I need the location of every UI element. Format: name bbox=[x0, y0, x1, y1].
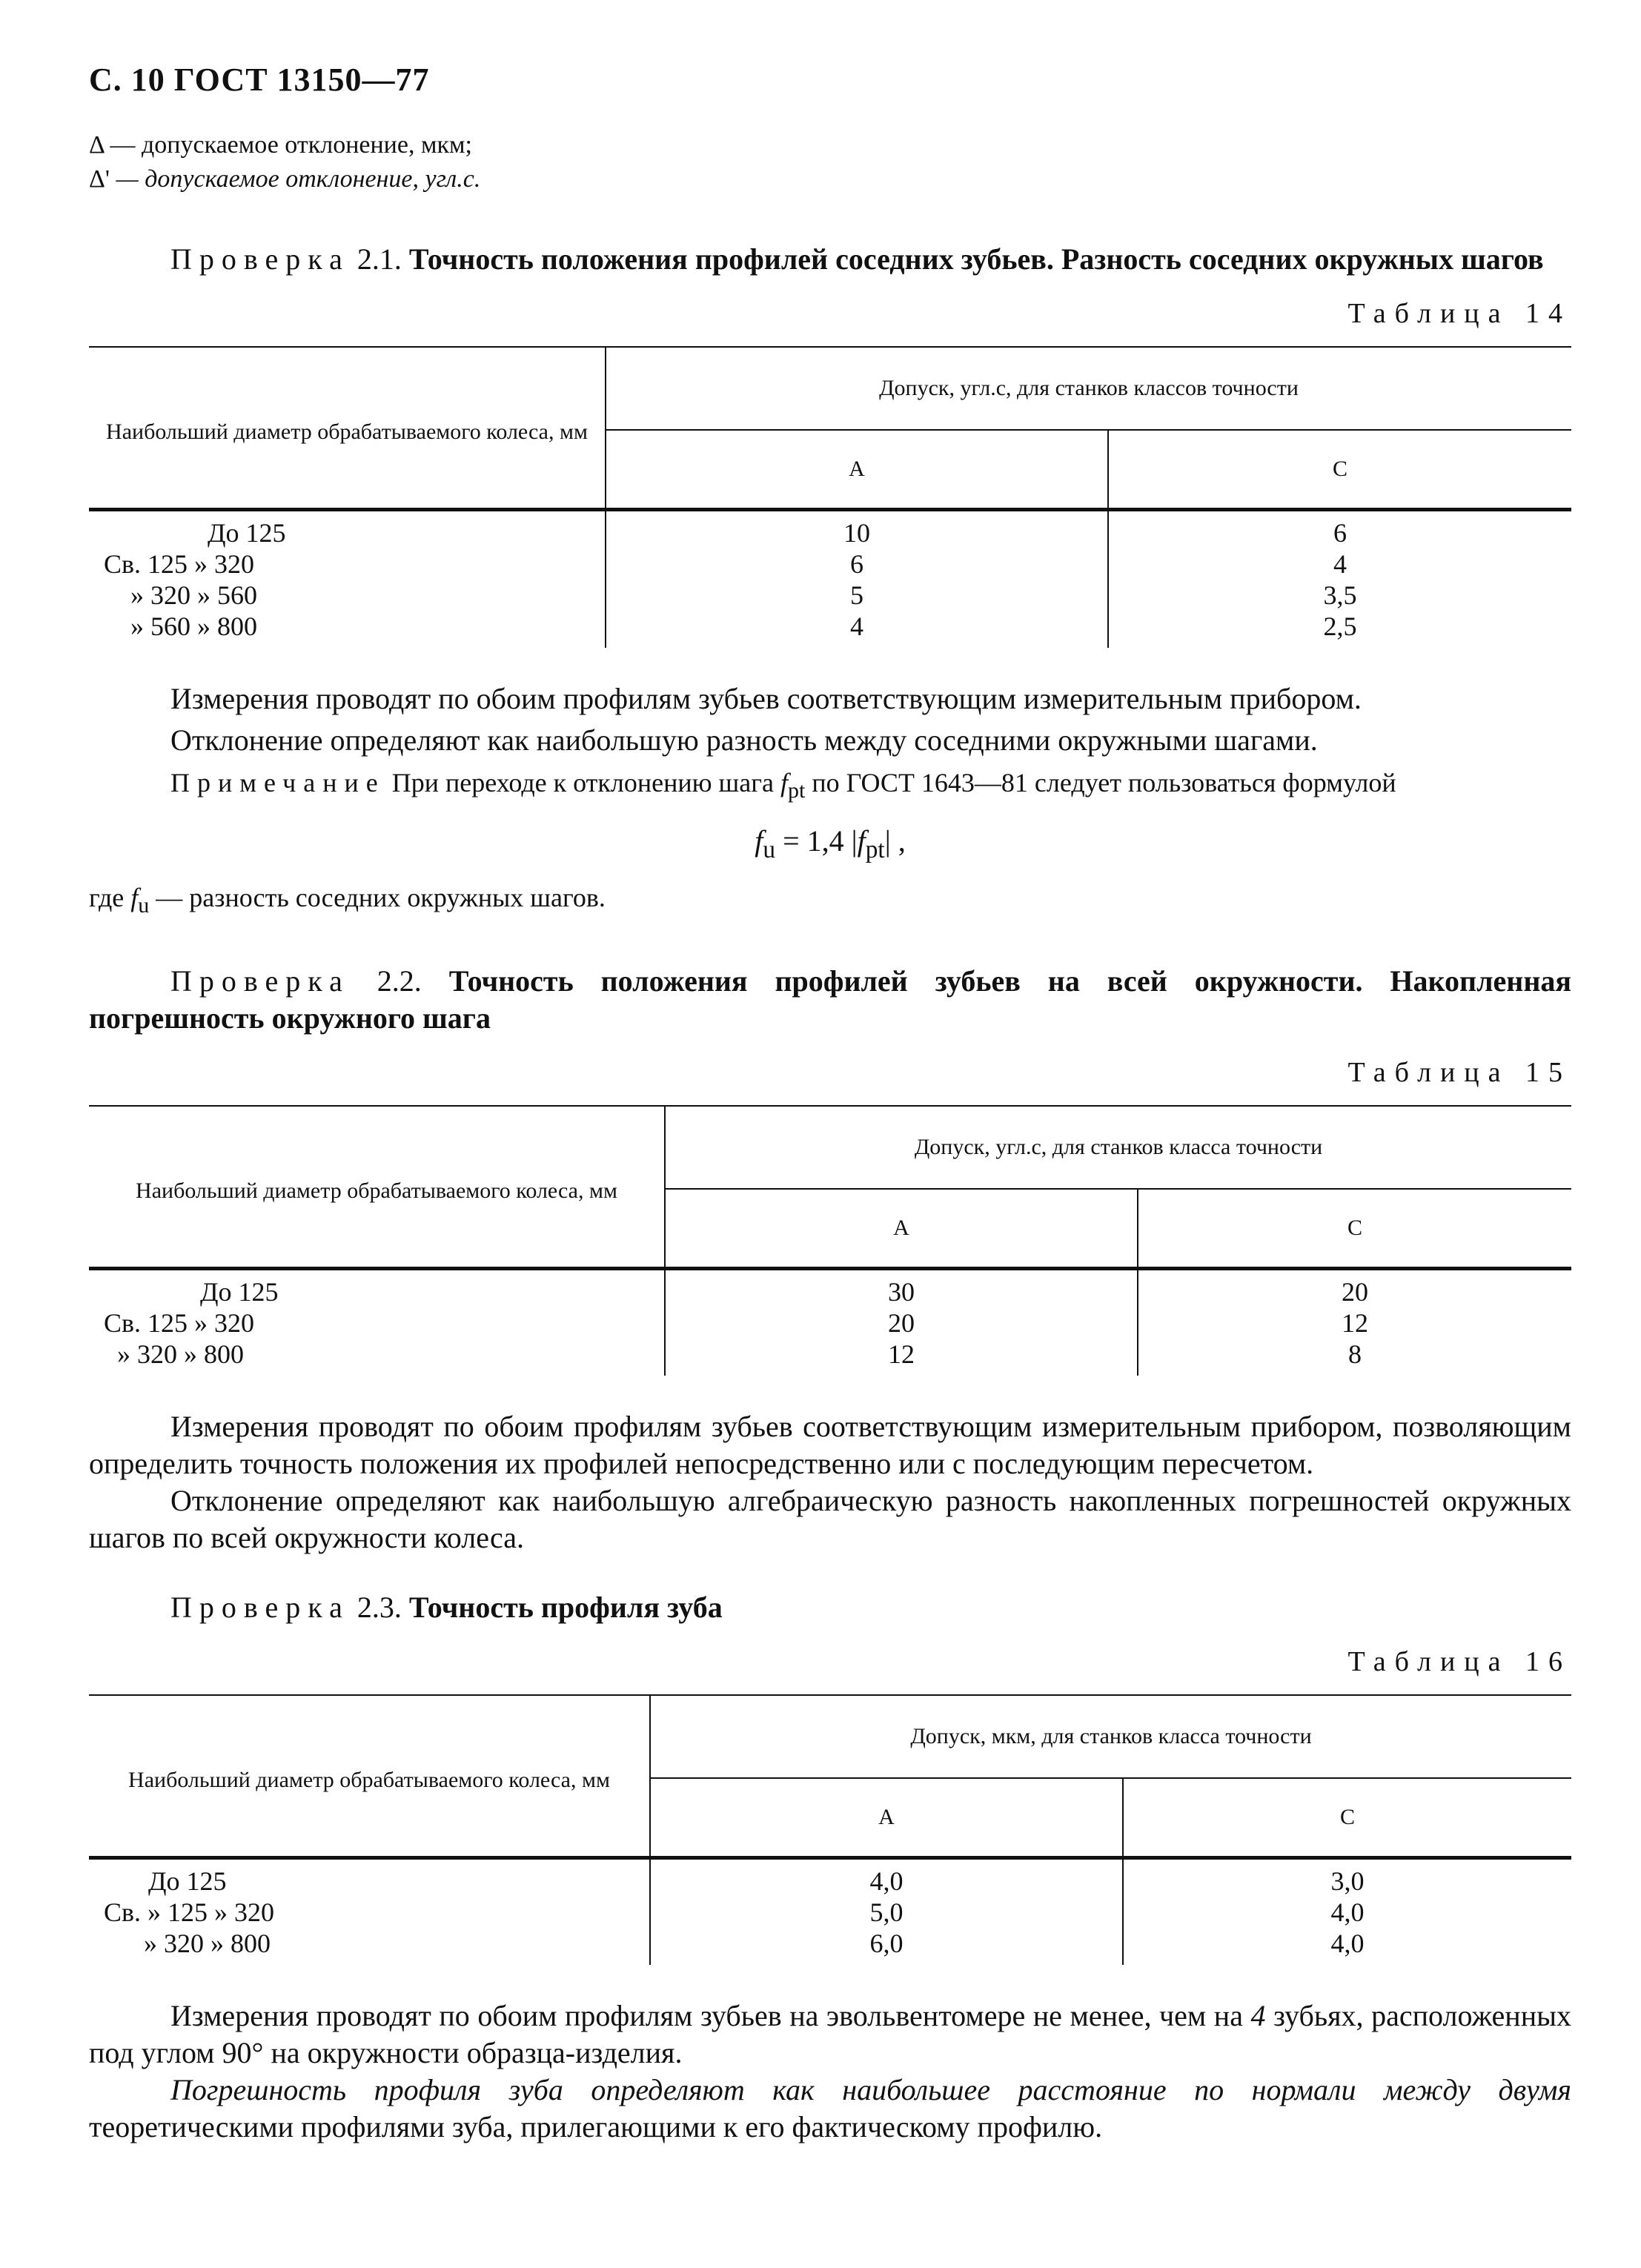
table-row: » 320 » 560 bbox=[117, 580, 257, 610]
table-14-c-cells: 6 4 3,5 2,5 bbox=[1108, 510, 1571, 649]
table-row: Св. » 125 » 320 bbox=[104, 1897, 275, 1928]
table-16-col-tolerance: Допуск, мкм, для станков класса точности bbox=[650, 1695, 1571, 1778]
table-15-col-a: А bbox=[665, 1189, 1138, 1269]
table-14-col-c: С bbox=[1108, 430, 1571, 510]
formula: $f_u = 1,4$ $|f_{pt}|$ , bbox=[755, 824, 906, 864]
table-14 bbox=[89, 346, 1571, 648]
table-14-diameter-cells bbox=[89, 510, 606, 649]
check-2-1-title: Проверка 2.1. Точность положения профилей соседних зубьев. Разность соседних окружных шагов bbox=[170, 242, 1544, 276]
table-row: » 320 » 800 bbox=[104, 1929, 271, 1959]
table-row: Св. 125 » 320 bbox=[104, 549, 255, 579]
definitions-list bbox=[89, 128, 1571, 196]
definition-delta: Δ — допускаемое отклонение, мкм; bbox=[89, 131, 472, 159]
table-16 bbox=[89, 1694, 1571, 1965]
table-16-diameter-cells bbox=[89, 1858, 650, 1966]
table-row: » 320 » 800 bbox=[104, 1339, 244, 1370]
table-16-c-cells: 3,0 4,0 4,0 bbox=[1123, 1858, 1571, 1966]
document-page bbox=[89, 52, 1571, 2146]
table-15-diameter-cells bbox=[89, 1269, 665, 1376]
table-14-col-tolerance: Допуск, угл.с, для станков классов точности bbox=[606, 347, 1571, 430]
table-14-label: Таблица 14 bbox=[1347, 298, 1571, 329]
paragraph-2-1-deviation: Отклонение определяют как наибольшую разность между соседними окружными шагами. bbox=[170, 723, 1318, 757]
table-row: До 125 bbox=[200, 1277, 279, 1307]
definition-delta-prime: Δ' — допускаемое отклонение, угл.с. bbox=[89, 165, 481, 193]
table-16-col-a: А bbox=[650, 1778, 1123, 1858]
paragraph-2-2-measurement: Измерения проводят по обоим профилям зубьев соответствующим измерительным прибором, позволяющим определить точность положения их профилей непосредственно или с последующим пересчетом. bbox=[89, 1410, 1571, 1481]
paragraph-2-2-deviation: Отклонение определяют как наибольшую алгебраическую разность накопленных погрешностей окружных шагов по всей окружности колеса. bbox=[89, 1484, 1571, 1555]
table-16-col-c: С bbox=[1123, 1778, 1571, 1858]
table-row: До 125 bbox=[148, 1866, 227, 1897]
table-15-label: Таблица 15 bbox=[1347, 1057, 1571, 1089]
paragraph-2-1-measurement: Измерения проводят по обоим профилям зубьев соответствующим измерительным прибором. bbox=[170, 682, 1362, 715]
table-15-col-diameter: Наибольший диаметр обрабатываемого колеса, мм bbox=[89, 1106, 665, 1269]
check-2-3-title: Проверка 2.3. Точность профиля зуба bbox=[170, 1591, 723, 1625]
note-block: Примечание При переходе к отклонению шага $f_{pt}$ по ГОСТ 1643—81 следует пользоваться формулой bbox=[170, 768, 1396, 803]
table-row: До 125 bbox=[208, 518, 286, 548]
table-16-a-cells: 4,0 5,0 6,0 bbox=[650, 1858, 1123, 1966]
table-15-a-cells: 30 20 12 bbox=[665, 1269, 1138, 1376]
page-header: С. 10 ГОСТ 13150—77 bbox=[89, 62, 430, 98]
table-row: » 560 » 800 bbox=[117, 611, 257, 641]
table-15-col-c: С bbox=[1138, 1189, 1571, 1269]
table-16-label: Таблица 16 bbox=[1347, 1646, 1571, 1678]
table-14-a-cells: 10 6 5 4 bbox=[606, 510, 1108, 649]
table-14-col-a: А bbox=[606, 430, 1108, 510]
formula-where: где $f_u$ — разность соседних окружных шагов. bbox=[89, 883, 606, 918]
table-15 bbox=[89, 1105, 1571, 1376]
paragraph-2-3-definition: Погрешность профиля зуба определяют как наибольшее расстояние по нормали между двумя теоретическими профилями зуба, прилегающими к его фактическому профилю. bbox=[89, 2073, 1571, 2144]
table-15-col-tolerance: Допуск, угл.с, для станков класса точности bbox=[665, 1106, 1571, 1189]
table-15-c-cells: 20 12 8 bbox=[1138, 1269, 1571, 1376]
table-14-col-diameter: Наибольший диаметр обрабатываемого колеса, мм bbox=[89, 347, 606, 510]
check-2-2-title: Проверка 2.2. Точность положения профилей зубьев на всей окружности. Накопленная погрешность окружного шага bbox=[89, 964, 1572, 1035]
paragraph-2-3-measurement: Измерения проводят по обоим профилям зубьев на эвольвентомере не менее, чем на 4 зубьях, расположенных под углом 90° на окружности образца-изделия. bbox=[89, 1999, 1571, 2070]
table-row: Св. 125 » 320 bbox=[104, 1308, 255, 1339]
table-16-col-diameter: Наибольший диаметр обрабатываемого колеса, мм bbox=[89, 1695, 650, 1858]
